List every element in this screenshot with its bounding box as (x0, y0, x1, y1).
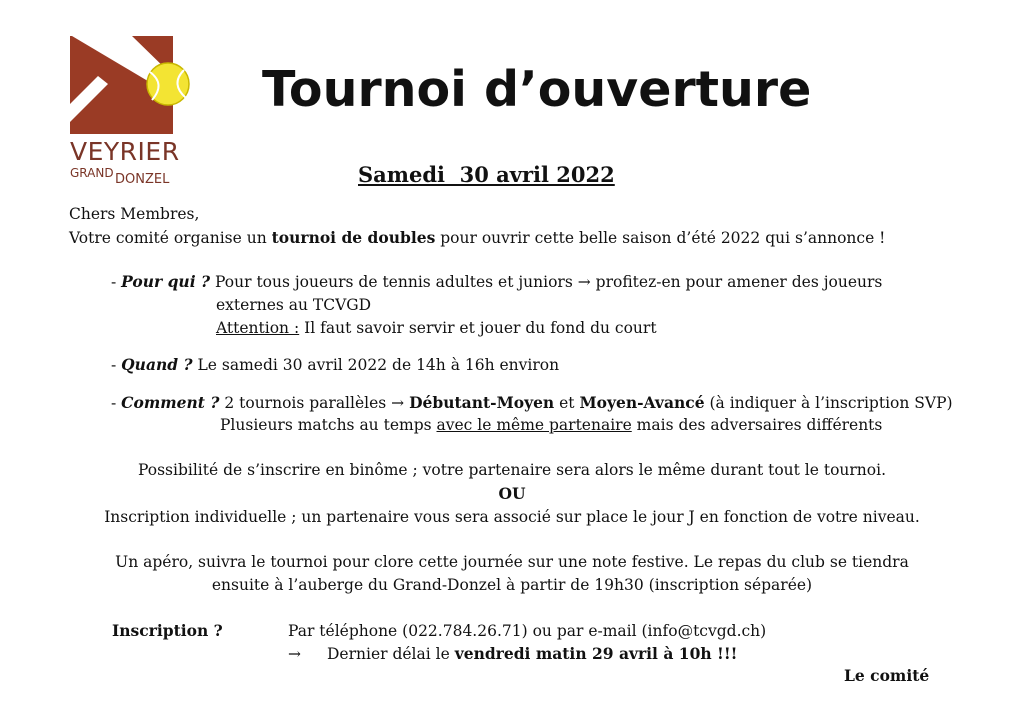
quand-line (111, 355, 559, 375)
comment-line2-after: mais des adversaires différents (631, 416, 883, 434)
greeting: Chers Membres, (69, 205, 200, 223)
comment-line2 (220, 415, 882, 435)
ou-label: OU (498, 484, 526, 503)
quand-dash: - (111, 356, 122, 374)
attention-text: Il faut savoir servir et jouer du fond du court (299, 319, 657, 337)
deadline-arrow-icon: → (288, 645, 301, 663)
pourqui-line (111, 272, 882, 292)
arrow-right-icon: → (577, 273, 591, 291)
intro-before: Votre comité organise un (69, 229, 272, 247)
apero-line1: Un apéro, suivra le tournoi pour clore cette journée sur une note festive. Le repas du club se tiendra (115, 553, 909, 571)
inscription-contact: Par téléphone (022.784.26.71) ou par e-mail (info@tcvgd.ch) (288, 622, 767, 640)
page-title: Tournoi d’ouverture (262, 61, 812, 118)
intro-after: pour ouvrir cette belle saison d’été 2022 qui s’annonce ! (435, 229, 886, 247)
logo-sub-donzel: DONZEL (115, 172, 170, 187)
deadline-bold: vendredi matin 29 avril à 10h !!! (454, 644, 738, 663)
ou-text (0, 484, 1024, 504)
intro-line (69, 228, 885, 248)
club-logo (70, 34, 195, 190)
deadline-line (327, 644, 737, 664)
comment-and: et (554, 394, 580, 412)
binome-text: Possibilité de s’inscrire en binôme ; votre partenaire sera alors le même durant tout le tournoi. (137, 461, 887, 479)
intro-bold: tournoi de doubles (271, 228, 436, 247)
deadline-before: Dernier délai le (327, 645, 455, 663)
comment-text2: (à indiquer à l’inscription SVP) (704, 394, 953, 412)
comment-dash: - (111, 394, 122, 412)
level-avance: Moyen-Avancé (579, 393, 705, 412)
comment-line2-underline: avec le même partenaire (436, 416, 632, 434)
logo-sub-grand: GRAND (70, 166, 114, 180)
quand-text: Le samedi 30 avril 2022 de 14h à 16h environ (192, 356, 560, 374)
quand-label: Quand ? (121, 355, 193, 374)
pourqui-line2: externes au TCVGD (216, 296, 372, 314)
comment-label: Comment ? (121, 393, 220, 412)
pourqui-text1: Pour tous joueurs de tennis adultes et juniors (210, 273, 578, 291)
attention-label: Attention : (216, 319, 300, 337)
individuelle-text: Inscription individuelle ; un partenaire vous sera associé sur place le jour J en fonction de votre niveau. (104, 508, 920, 526)
logo-name: VEYRIER (70, 137, 180, 166)
inscription-label (112, 621, 223, 641)
logo-graphic (70, 34, 195, 144)
pourqui-label: Pour qui ? (121, 272, 211, 291)
comment-line (111, 393, 953, 413)
apero-line2: ensuite à l’auberge du Grand-Donzel à partir de 19h30 (inscription séparée) (211, 576, 813, 594)
arrow-right-icon: → (391, 394, 405, 412)
event-date: Samedi 30 avril 2022 (358, 162, 615, 187)
inscription-label-text: Inscription ? (112, 621, 223, 640)
pourqui-attention (216, 318, 657, 338)
signature (844, 666, 929, 686)
pourqui-text2: profitez-en pour amener des joueurs (590, 273, 883, 291)
comment-text1: 2 tournois parallèles (219, 394, 392, 412)
comment-line2-before: Plusieurs matchs au temps (220, 416, 437, 434)
signature-text: Le comité (844, 666, 930, 685)
pourqui-dash: - (111, 273, 122, 291)
level-debutant: Débutant-Moyen (409, 393, 555, 412)
